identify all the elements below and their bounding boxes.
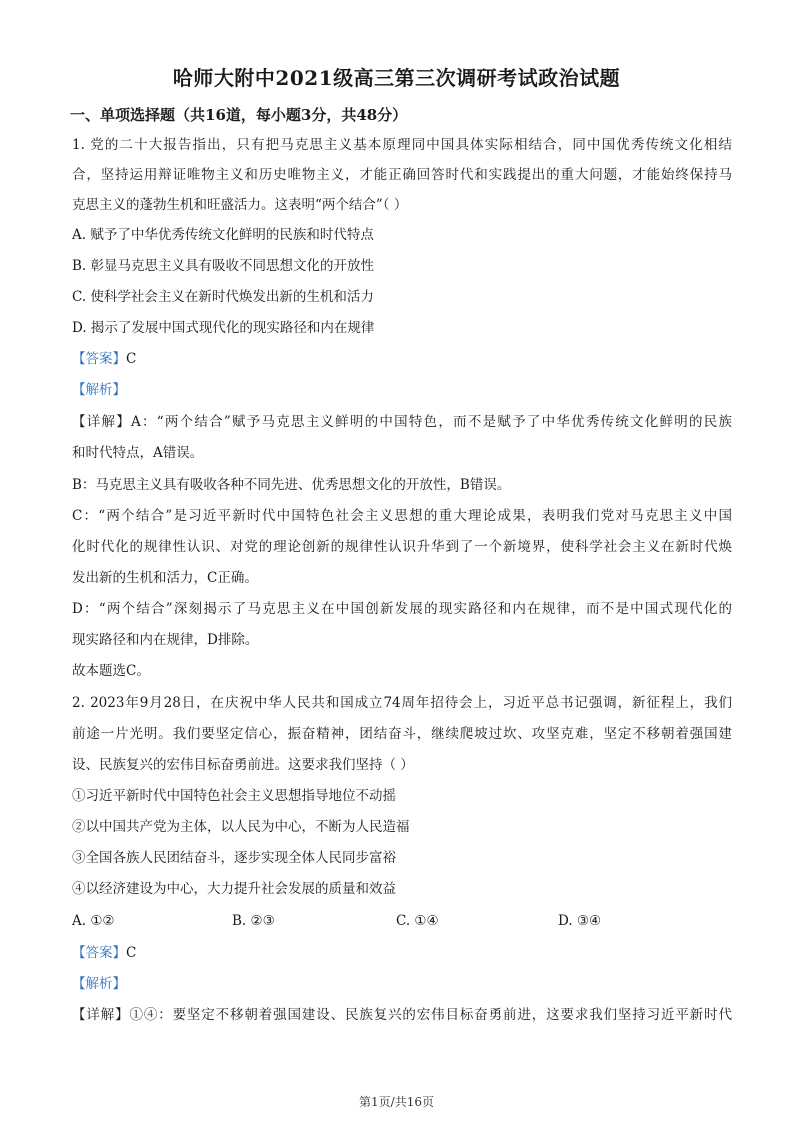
q2-stem-line: 前途一片光明。我们要坚定信心，振奋精神，团结奋斗，继续爬坡过坎、攻坚克难，坚定不移朝着强国建 — [72, 726, 732, 742]
q2-option-b: B. ②③ — [232, 913, 275, 929]
q2-item-1: ①习近平新时代中国特色社会主义思想指导地位不动摇 — [72, 788, 396, 804]
answer-label: 【答案】 — [72, 351, 126, 367]
q2-stem-line: 设、民族复兴的宏伟目标奋勇前进。这要求我们坚持（ ） — [72, 757, 414, 773]
q2-item-3: ③全国各族人民团结奋斗，逐步实现全体人民同步富裕 — [72, 850, 396, 866]
q1-detail-line: 现实路径和内在规律，D排除。 — [72, 632, 259, 648]
q1-detail-line: 化时代化的规律性认识、对党的理论创新的规律性认识升华到了一个新境界，使科学社会主义在新时代焕 — [72, 539, 732, 555]
q2-detail-line — [72, 1006, 732, 1024]
q1-stem-line: 克思主义的蓬勃生机和旺盛活力。这表明“两个结合”（ ） — [72, 197, 408, 213]
q1-stem-line: 1. 党的二十大报告指出，只有把马克思主义基本原理同中国具体实际相结合，同中国优秀传统文化相结 — [72, 137, 732, 153]
q1-stem-line: 合，坚持运用辩证唯物主义和历史唯物主义，才能正确回答时代和实践提出的重大问题，才能始终保持马 — [72, 167, 732, 183]
section-heading: 一、单项选择题（共16道，每小题3分，共48分） — [70, 106, 408, 124]
page-number: 第1页/共16页 — [359, 1095, 434, 1109]
q2-option-d: D. ③④ — [558, 913, 602, 929]
q1-option-d: D. 揭示了发展中国式现代化的现实路径和内在规律 — [72, 320, 375, 336]
q1-option-c: C. 使科学社会主义在新时代焕发出新的生机和活力 — [72, 289, 374, 305]
q2-option-a: A. ①② — [72, 913, 115, 929]
q1-conclusion: 故本题选C。 — [72, 663, 150, 679]
q1-option-b: B. 彰显马克思主义具有吸收不同思想文化的开放性 — [72, 258, 375, 274]
q1-detail-line: 发出新的生机和活力，C正确。 — [72, 570, 258, 586]
q2-stem-line: 2. 2023年9月28日，在庆祝中华人民共和国成立74周年招待会上，习近平总书记强调，新征程上，我们 — [72, 695, 732, 711]
q2-item-4: ④以经济建设为中心，大力提升社会发展的质量和效益 — [72, 881, 396, 897]
q1-detail-line: B：马克思主义具有吸收各种不同先进、优秀思想文化的开放性，B错误。 — [72, 477, 511, 493]
answer-value: C — [126, 945, 137, 961]
answer-value: C — [126, 351, 137, 367]
q1-option-a: A. 赋予了中华优秀传统文化鲜明的民族和时代特点 — [72, 227, 374, 243]
q1-detail-line: C：“两个结合”是习近平新时代中国特色社会主义思想的重大理论成果，表明我们党对马克思主义中国 — [72, 508, 732, 524]
q1-detail-line: 和时代特点，A错误。 — [72, 445, 204, 461]
detail-text: A：“两个结合”赋予马克思主义鲜明的中国特色，而不是赋予了中华优秀传统文化鲜明的民族 — [130, 414, 733, 430]
q1-analysis-label: 【解析】 — [72, 382, 126, 398]
detail-text: ①④：要坚定不移朝着强国建设、民族复兴的宏伟目标奋勇前进，这要求我们坚持习近平新时代 — [129, 1007, 733, 1023]
detail-label: 【详解】 — [72, 1007, 130, 1023]
q1-answer — [72, 350, 732, 368]
answer-label: 【答案】 — [72, 945, 126, 961]
q1-detail-line — [72, 413, 732, 431]
q2-option-c: C. ①④ — [396, 913, 439, 929]
detail-label: 【详解】 — [72, 414, 131, 430]
q2-item-2: ②以中国共产党为主体，以人民为中心，不断为人民造福 — [72, 819, 410, 835]
q2-answer — [72, 944, 732, 962]
q2-analysis-label: 【解析】 — [72, 976, 126, 992]
page-title: 哈师大附中2021级高三第三次调研考试政治试题 — [172, 66, 621, 90]
q1-detail-line: D：“两个结合”深刻揭示了马克思主义在中国创新发展的现实路径和内在规律，而不是中国式现代化的 — [72, 601, 732, 617]
